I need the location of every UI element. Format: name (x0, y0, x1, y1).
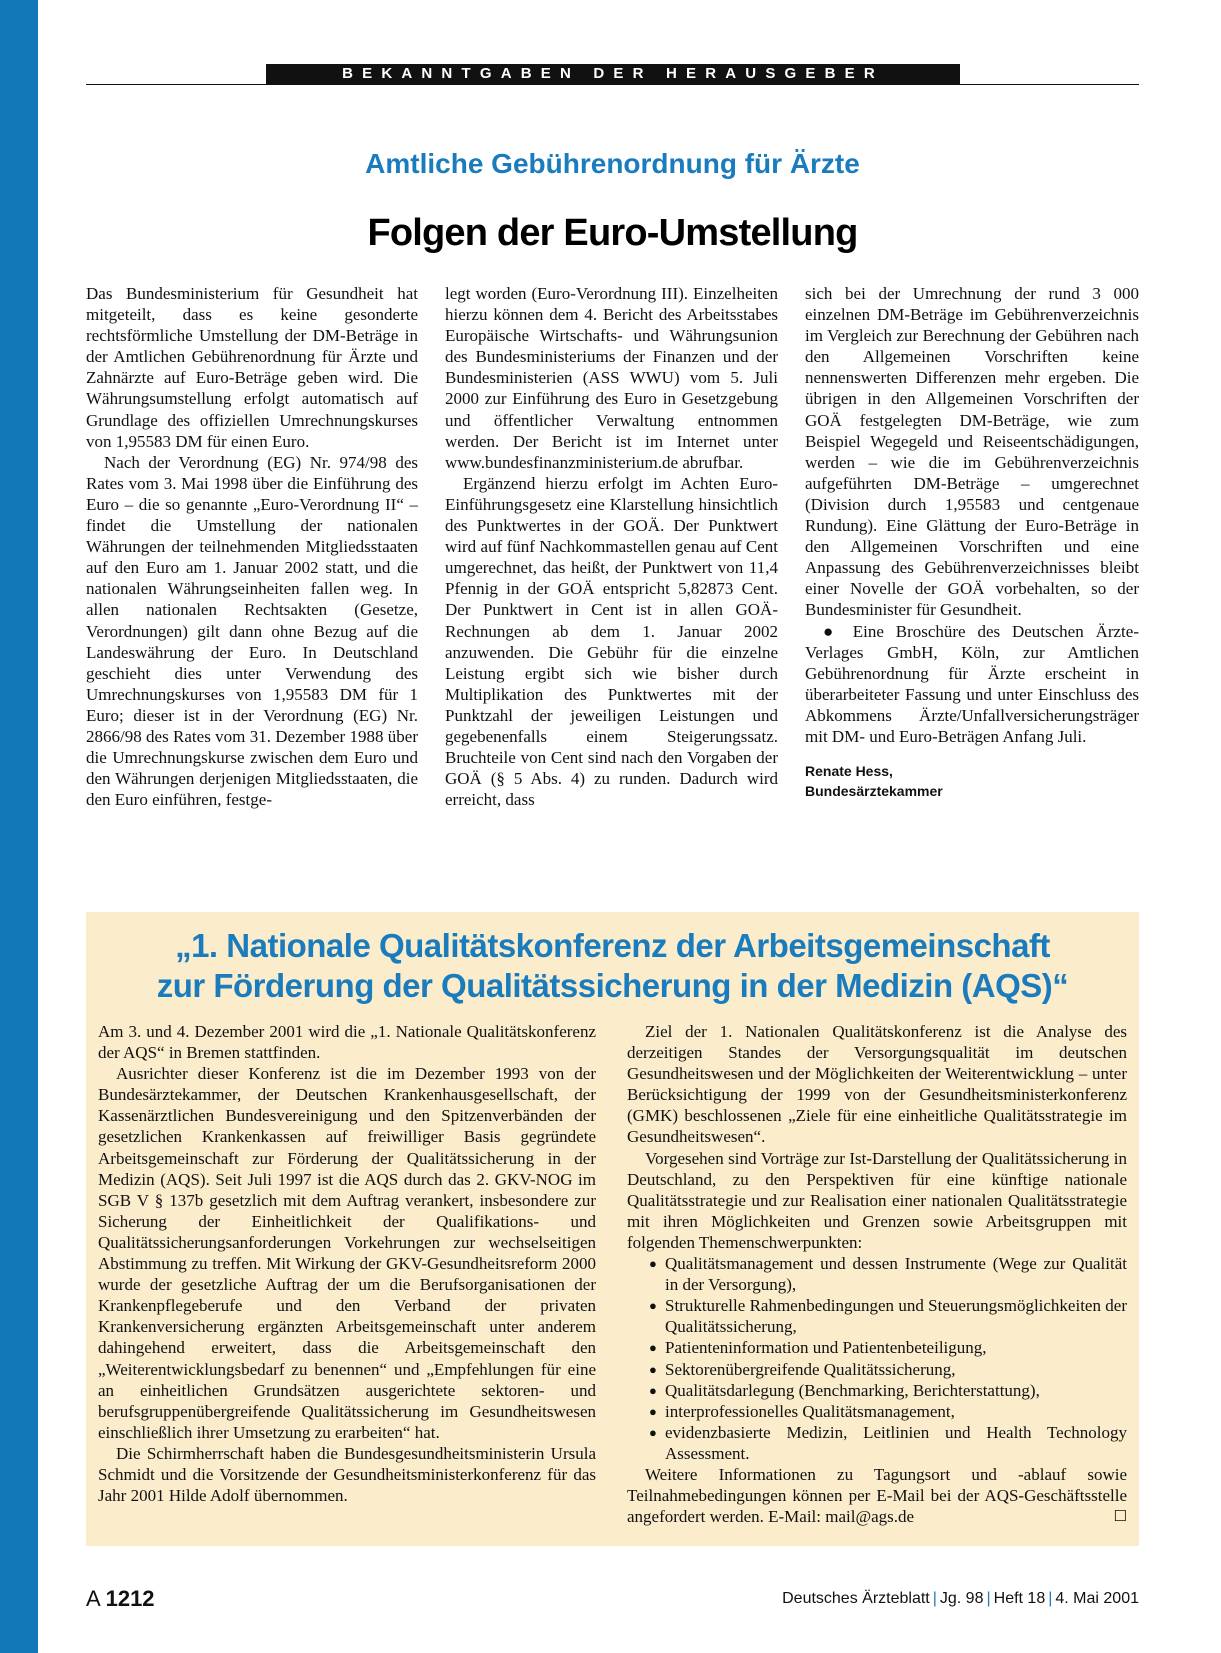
header-rule (86, 84, 1139, 85)
paragraph: Das Bundesministerium für Gesundheit hat mitgeteilt, dass es keine gesonderte rechtsförmliche Umstellung der DM-Beträge in der Amtlichen Gebührenordnung für Ärzte und Zahnärzte auf Euro-Beträge geben wird. Die Währungsumstellung erfolgt automatisch auf Grundlage des offiziellen Umrechnungskurses von 1,95583 DM für einen Euro. (86, 284, 418, 451)
paragraph: legt worden (Euro-Verordnung III). Einzelheiten hierzu können dem 4. Bericht des Arbeitsstabes Europäische Wirtschafts- und Währungsunion des Bundesministeriums der Finanzen und der Bundesministerien (ASS WWU) vom 5. Juli 2000 zur Einführung des Euro in Gesetzgebung und öffentlicher Verwaltung entnommen werden. Der Bericht ist im Internet unter www.bundesfinanzministerium.de abrufbar. (445, 284, 778, 472)
separator: | (986, 1590, 991, 1607)
paragraph (627, 1464, 1127, 1527)
conference-title-line-1: „1. Nationale Qualitätskonferenz der Arbeitsgemeinschaft (175, 927, 1050, 964)
journal-date: 4. Mai 2001 (1055, 1590, 1139, 1607)
paragraph: Ausrichter dieser Konferenz ist die im Dezember 1993 von der Bundesärztekammer, der Deutschen Krankenhausgesellschaft, der Kassenärztlichen Bundesvereinigung und den Spitzenverbänden der gesetzlichen Krankenkassen auf freiwilliger Basis gegründete Arbeitsgemeinschaft zur Förderung der Qualitätssicherung in der Medizin (AQS). Seit Juli 1997 ist die AQS durch das 2. GKV-NOG im SGB V § 137b gesetzlich mit dem Auftrag verankert, insbesondere zur Sicherung der Einheitlichkeit der Qualifikations- und Qualitätssicherungsanforderungen Vorkehrungen zur wechselseitigen Abstimmung zu treffen. Mit Wirkung der GKV-Gesundheitsreform 2000 wurde der gesetzliche Auftrag der um die Berufsorganisationen der Krankenpflegeberufe und den Verband der privaten Krankenversicherung ergänzten Arbeitsgemeinschaft unter anderem dahingehend erweitert, dass die Arbeitsgemeinschaft den „Weiterentwicklungsbedarf zu benennen“ und „Empfehlungen für eine an einheitlichen Grundsätzen ausgerichtete sektoren- und berufsgruppenübergreifende Qualitätssicherung im Gesundheitswesen einschließlich ihrer Umsetzung zu erarbeiten“ hat. (98, 1064, 596, 1442)
page-number-value: 1212 (105, 1586, 155, 1611)
conference-column-1 (98, 1021, 596, 1506)
author-organization: Bundesärztekammer (805, 783, 943, 800)
paragraph: Ziel der 1. Nationalen Qualitätskonferenz ist die Analyse des derzeitigen Standes der Versorgungsqualität im deutschen Gesundheitswesen und der Möglichkeiten der Weiterentwicklung – unter Berücksichtigung der 1999 von der Gesundheitsministerkonferenz (GMK) beschlossenen „Ziele für eine einheitliche Qualitätsstrategie im Gesundheitswesen“. (627, 1022, 1127, 1147)
article1-column-2 (445, 283, 778, 810)
paragraph: Am 3. und 4. Dezember 2001 wird die „1. Nationale Qualitätskonferenz der AQS“ in Bremen stattfinden. (98, 1022, 596, 1063)
journal-name: Deutsches Ärzteblatt (782, 1590, 930, 1607)
list-item: ● Sektorenübergreifende Qualitätssicherung, (627, 1359, 1127, 1380)
conference-title-line-2: zur Förderung der Qualitätssicherung in der Medizin (AQS)“ (156, 967, 1069, 1004)
left-color-bar (0, 0, 38, 1653)
list-item: ● Strukturelle Rahmenbedingungen und Steuerungsmöglichkeiten der Qualitätssicherung, (627, 1295, 1127, 1337)
topic-list (627, 1253, 1127, 1464)
journal-volume: Jg. 98 (939, 1590, 984, 1607)
article1-column-1 (86, 283, 418, 810)
list-item: ● Qualitätsmanagement und dessen Instrumente (Wege zur Qualität in der Versorgung), (627, 1253, 1127, 1295)
list-item: ● Patienteninformation und Patientenbeteiligung, (627, 1337, 1127, 1358)
separator: | (1048, 1590, 1053, 1607)
author-byline (805, 761, 1139, 801)
author-name: Renate Hess, (805, 763, 893, 780)
page-prefix: A (86, 1586, 100, 1611)
paragraph: Nach der Verordnung (EG) Nr. 974/98 des Rates vom 3. Mai 1998 über die Einführung des Euro – die so genannte „Euro-Verordnung II“ – findet die Umstellung der nationalen Währungen der teilnehmenden Mitgliedsstaaten auf den Euro am 1. Januar 2002 statt, und die nationalen Währungseinheiten fallen weg. In allen nationalen Rechtsakten (Gesetze, Verordnungen) gilt dann ohne Bezug auf die Landeswährung der Euro. In Deutschland geschieht dies unter Verwendung des Umrechnungskurses von 1,95583 DM für 1 Euro; dieser ist in der Verordnung (EG) Nr. 2866/98 des Rates vom 31. Dezember 1988 über die Umrechnungskurse zwischen dem Euro und den Währungen derjenigen Mitgliedsstaaten, die den Euro einführen, festge- (86, 452, 418, 810)
list-item: ● Qualitätsdarlegung (Benchmarking, Berichterstattung), (627, 1380, 1127, 1401)
paragraph: Ergänzend hierzu erfolgt im Achten Euro-Einführungsgesetz eine Klarstellung hinsichtlich des Punktwertes in der GOÄ. Der Punktwert wird auf fünf Nachkommastellen genau auf Cent umgerechnet, das heißt, der Punktwert von 11,4 Pfennig in der GOÄ entspricht 5,82873 Cent. Der Punktwert in Cent ist in allen GOÄ-Rechnungen ab dem 1. Januar 2002 anzuwenden. Die Gebühr für die einzelne Leistung ergibt sich wie bisher durch Multiplikation des Punktwertes mit der Punktzahl der jeweiligen Leistungen und gegebenenfalls einem Steigerungssatz. Bruchteile von Cent sind nach den Vorgaben der GOÄ (§ 5 Abs. 4) zu runden. Dadurch wird erreicht, dass (445, 473, 778, 810)
page-number (86, 1586, 155, 1612)
contact-text: Weitere Informationen zu Tagungsort und -ablauf sowie Teilnahmebedingungen können per E-Mail bei der AQS-Geschäftsstelle angefordert werden. E-Mail: mail@ags.de (627, 1464, 1127, 1527)
paragraph: ● Eine Broschüre des Deutschen Ärzte-Verlages GmbH, Köln, zur Amtlichen Gebührenordnung für Ärzte erscheint in überarbeiteter Fassung und unter Einschluss des Abkommens Ärzte/Unfallversicherungsträger mit DM- und Euro-Beträgen Anfang Juli. (805, 621, 1139, 746)
separator: | (932, 1590, 937, 1607)
paragraph: Die Schirmherrschaft haben die Bundesgesundheitsministerin Ursula Schmidt und die Vorsitzende der Gesundheitsministerkonferenz für das Jahr 2001 Hilde Adolf übernommen. (98, 1443, 596, 1506)
article-headline: Folgen der Euro-Umstellung (367, 212, 858, 254)
list-item: ● evidenzbasierte Medizin, Leitlinien und Health Technology Assessment. (627, 1422, 1127, 1464)
article1-column-3 (805, 283, 1139, 801)
end-mark-icon: ☐ (1113, 1507, 1127, 1526)
journal-issue: Heft 18 (993, 1590, 1046, 1607)
conference-title (86, 926, 1139, 1006)
journal-citation (782, 1590, 1139, 1608)
conference-column-2 (627, 1021, 1127, 1527)
list-item: ● interprofessionelles Qualitätsmanagement, (627, 1401, 1127, 1422)
paragraph: Vorgesehen sind Vorträge zur Ist-Darstellung der Qualitätssicherung in Deutschland, zu den Perspektiven für eine künftige nationale Qualitätsstrategie und zur Realisation einer nationalen Qualitätsstrategie mit ihren Möglichkeiten und Grenzen sowie Arbeitsgruppen mit folgenden Themenschwerpunkten: (627, 1148, 1127, 1252)
paragraph: sich bei der Umrechnung der rund 3 000 einzelnen DM-Beträge im Gebührenverzeichnis im Vergleich zur Berechnung der Gebühren nach den Allgemeinen Vorschriften keine nennenswerten Differenzen mehr ergeben. Die übrigen in den Allgemeinen Vorschriften der GOÄ festgelegten DM-Beträge, wie zum Beispiel Wegegeld und Reiseentschädigungen, werden – wie die im Gebührenverzeichnis aufgeführten DM-Beträge – umgerechnet (Division durch 1,95583 und centgenaue Rundung). Eine Glättung der Euro-Beträge in den Allgemeinen Vorschriften und eine Anpassung des Gebührenverzeichnisses bleibt einer Novelle der GOÄ vorbehalten, so der Bundesminister für Gesundheit. (805, 284, 1139, 620)
section-label: BEKANNTGABEN DER HERAUSGEBER (266, 64, 960, 84)
article-overline: Amtliche Gebührenordnung für Ärzte (365, 148, 860, 179)
